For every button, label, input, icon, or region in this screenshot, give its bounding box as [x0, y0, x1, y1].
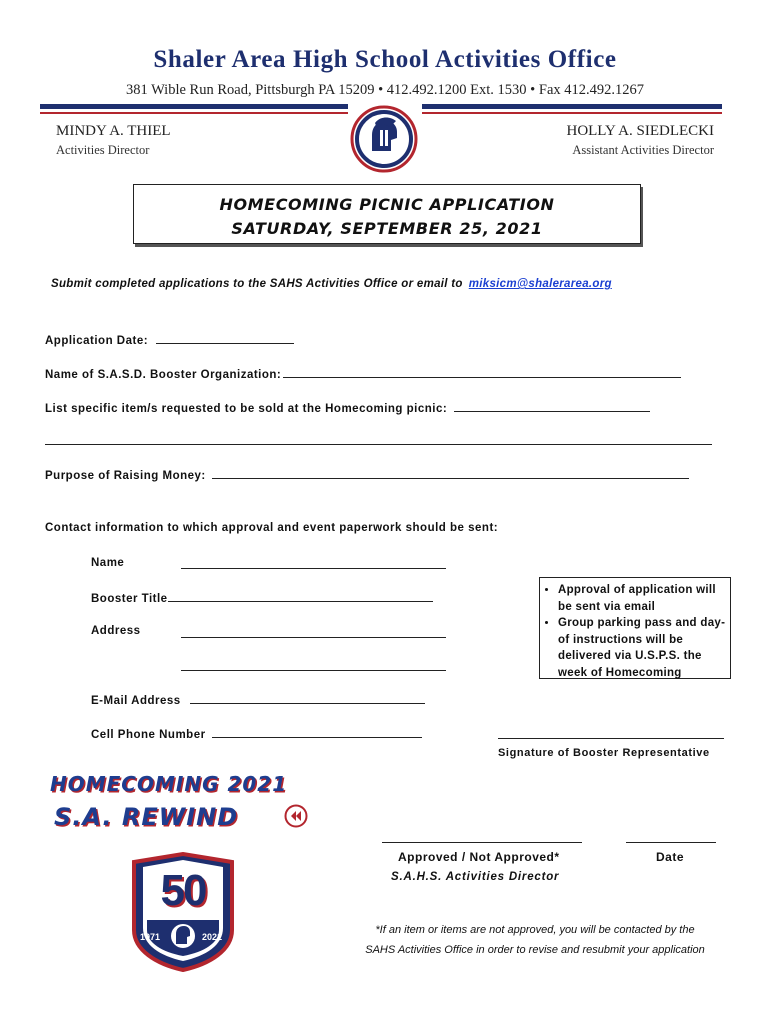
header-rule-navy-right: [422, 104, 722, 109]
signature-field[interactable]: [498, 738, 724, 739]
booster-org-field[interactable]: [283, 367, 681, 378]
badge-year-right: 2021: [202, 932, 223, 942]
contact-name-label: Name: [91, 557, 125, 569]
school-title: Shaler Area High School Activities Office: [153, 46, 617, 73]
purpose-field[interactable]: [212, 468, 689, 479]
director-name: MINDY A. THIEL: [56, 123, 171, 139]
booster-title-row: [91, 591, 433, 605]
contact-email-field[interactable]: [190, 693, 425, 704]
purpose-row: [45, 468, 689, 482]
application-date-label: Application Date:: [45, 335, 149, 347]
header-rule-navy-left: [40, 104, 348, 109]
submit-instructions: [51, 278, 612, 290]
contact-address-label: Address: [91, 625, 141, 637]
note-approval: • Approval of application will be sent via email: [558, 582, 730, 615]
form-title-box: [133, 184, 641, 244]
notes-box: [539, 577, 731, 679]
footnote-line2: SAHS Activities Office in order to revise and resubmit your application: [365, 944, 705, 956]
form-title: HOMECOMING PICNIC APPLICATION: [219, 195, 555, 214]
booster-title-field[interactable]: [168, 591, 433, 602]
header-rule-red-right: [422, 112, 722, 114]
signature-label: Signature of Booster Representative: [498, 747, 710, 759]
items-label: List specific item/s requested to be sold at the Homecoming picnic:: [45, 403, 448, 415]
approving-director-label: S.A.H.S. Activities Director: [391, 871, 560, 883]
footnote: [340, 920, 730, 960]
items-row: [45, 401, 650, 415]
purpose-label: Purpose of Raising Money:: [45, 470, 206, 482]
booster-org-label: Name of S.A.S.D. Booster Organization:: [45, 369, 282, 381]
director-role: Activities Director: [56, 143, 150, 157]
items-field[interactable]: [454, 401, 650, 412]
assistant-director-role: Assistant Activities Director: [572, 143, 714, 157]
application-date-field[interactable]: [156, 333, 294, 344]
cell-phone-label: Cell Phone Number: [91, 729, 206, 741]
contact-heading: Contact information to which approval and event paperwork should be sent:: [45, 522, 499, 534]
date-label: Date: [656, 850, 685, 864]
badge-year-left: 1971: [140, 932, 161, 942]
anniversary-badge: [130, 852, 236, 972]
submit-text: Submit completed applications to the SAHS Activities Office or email to: [51, 278, 463, 290]
submit-email-link[interactable]: miksicm@shalerarea.org: [468, 278, 612, 290]
office-address: 381 Wible Run Road, Pittsburgh PA 15209 • 412.492.1200 Ext. 1530 • Fax 412.492.1267: [125, 82, 645, 98]
contact-name-field[interactable]: [181, 568, 446, 569]
note-parking: • Group parking pass and day-of instructions will be delivered via U.S.P.S. the week of Homecoming: [558, 615, 730, 681]
booster-title-label: Booster Title: [91, 593, 168, 605]
booster-org-row: [45, 367, 681, 381]
approval-label: Approved / Not Approved*: [398, 850, 560, 864]
assistant-director-name: HOLLY A. SIEDLECKI: [566, 123, 714, 139]
application-date-row: [45, 333, 294, 347]
cell-phone-row: [91, 727, 422, 741]
badge-number: 50: [160, 866, 206, 915]
event-date: SATURDAY, SEPTEMBER 25, 2021: [231, 219, 543, 238]
approval-date-field[interactable]: [626, 842, 716, 843]
rewind-icon: [284, 804, 308, 828]
contact-address-field-line2[interactable]: [181, 670, 446, 671]
cell-phone-field[interactable]: [212, 727, 422, 738]
approval-field[interactable]: [382, 842, 582, 843]
contact-address-field[interactable]: [181, 637, 446, 638]
notes-list: [540, 582, 730, 681]
contact-email-row: [91, 693, 425, 707]
homecoming-logo-line2: S.A. REWIND: [54, 803, 239, 831]
footnote-line1: *If an item or items are not approved, you will be contacted by the: [375, 924, 695, 936]
items-field-continued[interactable]: [45, 444, 712, 445]
homecoming-logo-line1: HOMECOMING 2021: [50, 772, 288, 796]
header-rule-red-left: [40, 112, 348, 114]
spartan-head-icon: [350, 105, 418, 173]
contact-email-label: E-Mail Address: [91, 695, 181, 707]
